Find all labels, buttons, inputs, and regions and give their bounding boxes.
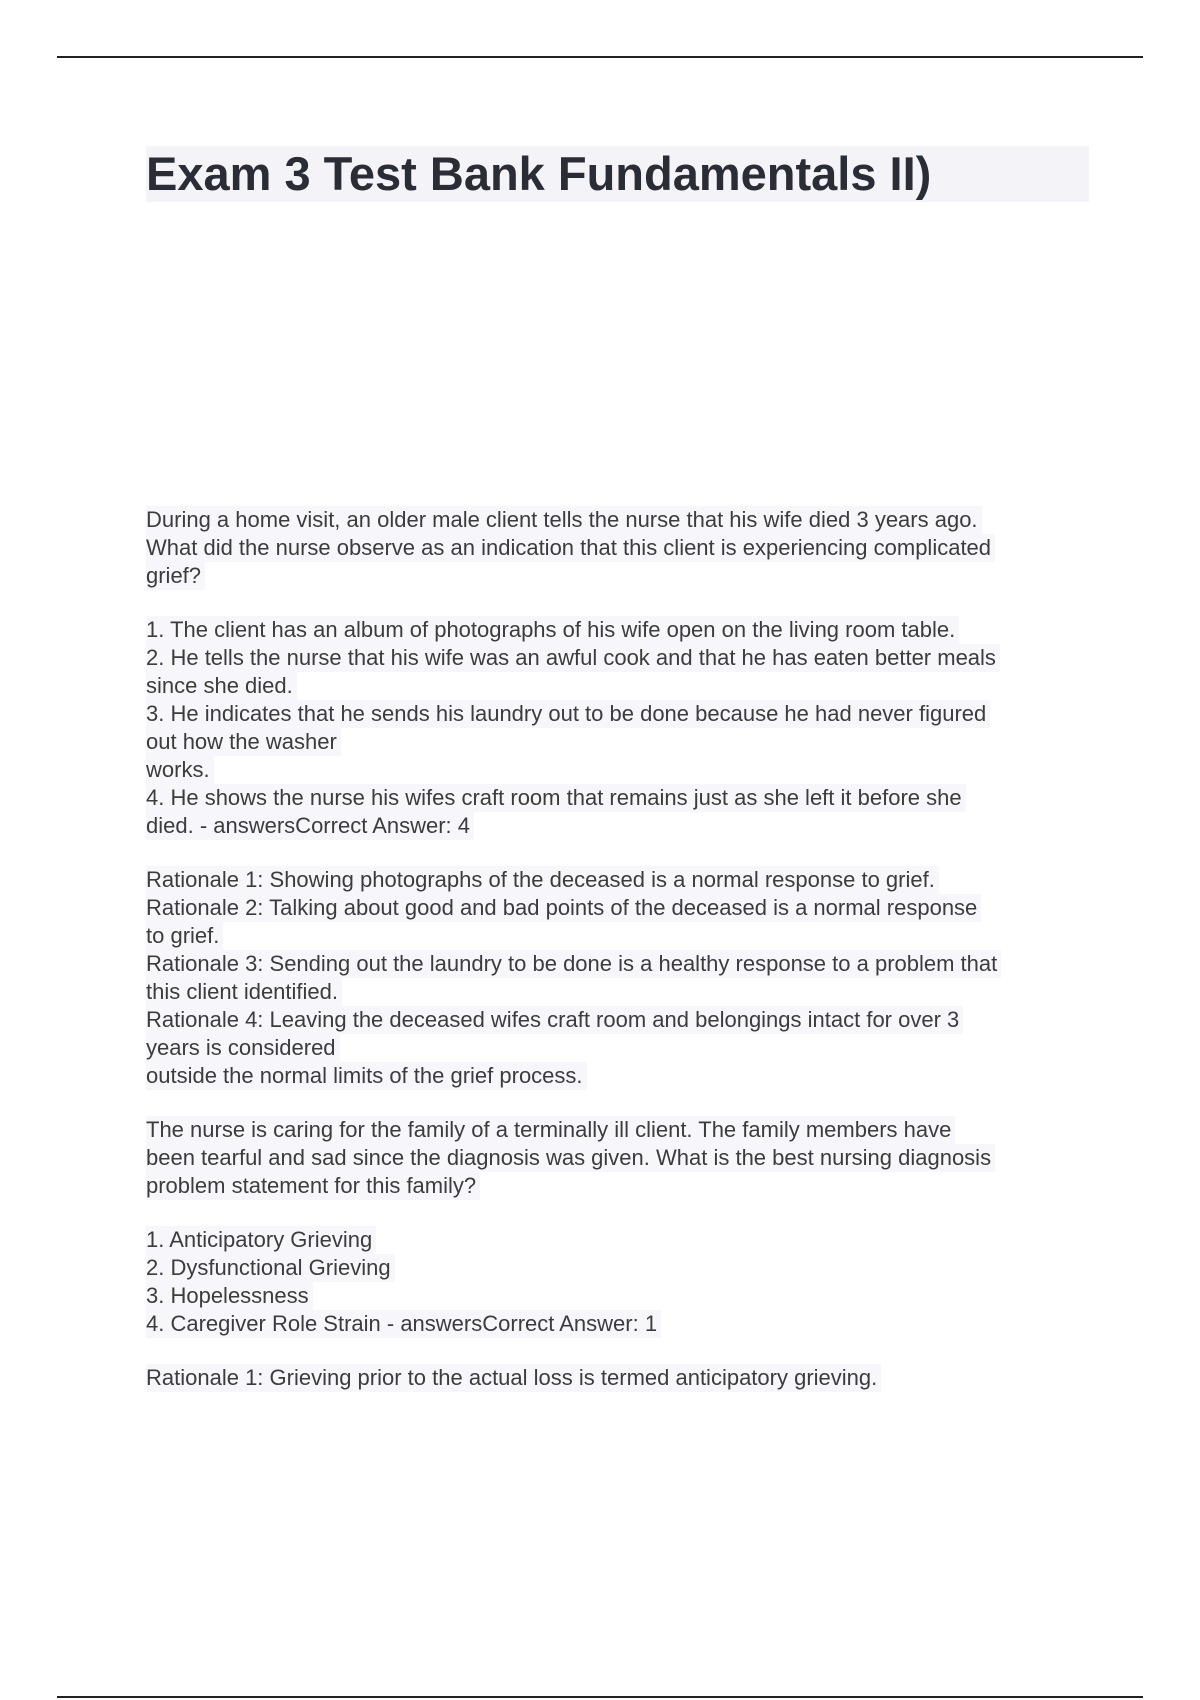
page-title: Exam 3 Test Bank Fundamentals II): [146, 147, 932, 200]
text-line: grief?: [146, 562, 205, 590]
text-line: Rationale 1: Grieving prior to the actual loss is termed anticipatory grieving.: [146, 1364, 881, 1392]
question-2-options: [146, 1226, 1096, 1338]
text-line: 4. He shows the nurse his wifes craft room that remains just as she left it before she: [146, 784, 966, 812]
text-line: The nurse is caring for the family of a terminally ill client. The family members have: [146, 1116, 955, 1144]
text-line: out how the washer: [146, 728, 341, 756]
top-rule: [57, 56, 1143, 58]
text-line: died. - answersCorrect Answer: 4: [146, 812, 474, 840]
text-line: 1. The client has an album of photographs of his wife open on the living room table.: [146, 616, 959, 644]
bottom-rule: [57, 1696, 1143, 1698]
text-line: to grief.: [146, 922, 223, 950]
document-body: [146, 506, 1096, 1418]
text-line: 2. Dysfunctional Grieving: [146, 1254, 395, 1282]
text-line: 1. Anticipatory Grieving: [146, 1226, 376, 1254]
text-line: 4. Caregiver Role Strain - answersCorrect Answer: 1: [146, 1310, 661, 1338]
text-line: problem statement for this family?: [146, 1172, 480, 1200]
text-line: Rationale 4: Leaving the deceased wifes craft room and belongings intact for over 3: [146, 1006, 963, 1034]
text-line: What did the nurse observe as an indication that this client is experiencing complicated: [146, 534, 995, 562]
text-line: During a home visit, an older male client tells the nurse that his wife died 3 years ago.: [146, 506, 982, 534]
question-1-stem: [146, 506, 1096, 590]
text-line: works.: [146, 756, 214, 784]
text-line: Rationale 1: Showing photographs of the deceased is a normal response to grief.: [146, 866, 939, 894]
question-1-options: [146, 616, 1096, 840]
text-line: 2. He tells the nurse that his wife was an awful cook and that he has eaten better meals: [146, 644, 1000, 672]
text-line: 3. He indicates that he sends his laundry out to be done because he had never figured: [146, 700, 990, 728]
text-line: Rationale 3: Sending out the laundry to be done is a healthy response to a problem that: [146, 950, 1001, 978]
text-line: since she died.: [146, 672, 297, 700]
question-2-stem: [146, 1116, 1096, 1200]
text-line: outside the normal limits of the grief process.: [146, 1062, 587, 1090]
text-line: 3. Hopelessness: [146, 1282, 313, 1310]
question-2-rationales: [146, 1364, 1096, 1392]
text-line: been tearful and sad since the diagnosis was given. What is the best nursing diagnosis: [146, 1144, 995, 1172]
text-line: this client identified.: [146, 978, 342, 1006]
text-line: years is considered: [146, 1034, 340, 1062]
question-1-rationales: [146, 866, 1096, 1090]
text-line: Rationale 2: Talking about good and bad points of the deceased is a normal response: [146, 894, 981, 922]
